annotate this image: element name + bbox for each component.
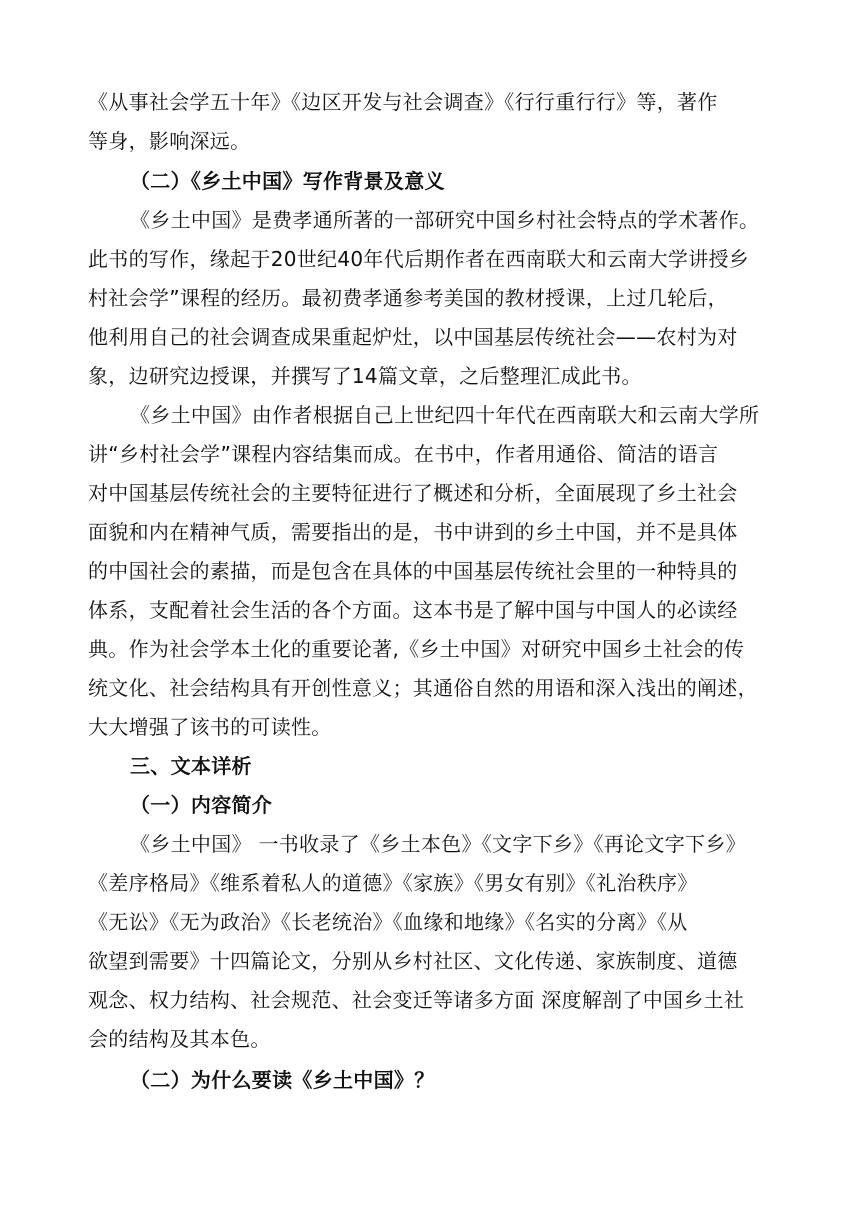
text-line: 会的结构及其本色。 bbox=[88, 1027, 271, 1051]
text-line: 《乡土中国》由作者根据自己上世纪四十年代在西南联大和云南大学所 bbox=[130, 403, 760, 427]
subsection-heading: （二）为什么要读《乡土中国》？ bbox=[130, 1068, 435, 1092]
text-line: 讲“乡村社会学”课程内容结集而成。在书中，作者用通俗、简洁的语言 bbox=[88, 442, 719, 466]
text-line: 村社会学”课程的经历。最初费孝通参考美国的教材授课，上过几轮后， bbox=[88, 286, 728, 310]
text-line: 《差序格局》《维系着私人的道德》《家族》《男女有别》《礼治秩序》 bbox=[88, 871, 698, 895]
text-line: 典。作为社会学本土化的重要论著,《乡土中国》对研究中国乡土社会的传 bbox=[88, 637, 745, 661]
text-line: 《无讼》《无为政治》《长老统治》《血缘和地缘》《名实的分离》《从 bbox=[88, 910, 688, 934]
text-line: 体系，支配着社会生活的各个方面。这本书是了解中国与中国人的必读经 bbox=[88, 598, 738, 622]
text-line: 等身，影响深远。 bbox=[88, 129, 251, 153]
text-line: 此书的写作，缘起于20世纪40年代后期作者在西南联大和云南大学讲授乡 bbox=[88, 247, 750, 271]
text-line: 对中国基层传统社会的主要特征进行了概述和分析，全面展现了乡土社会 bbox=[88, 481, 738, 505]
text-line: 大大增强了该书的可读性。 bbox=[88, 715, 332, 739]
text-line: 欲望到需要》十四篇论文，分别从乡村社区、文化传递、家族制度、道德 bbox=[88, 949, 738, 973]
text-line: 的中国社会的素描，而是包含在具体的中国基层传统社会里的一种特具的 bbox=[88, 559, 738, 583]
text-line: 统文化、社会结构具有开创性意义；其通俗自然的用语和深入浅出的阐述， bbox=[88, 676, 758, 700]
text-line: 《乡土中国》 一书收录了《乡土本色》《文字下乡》《再论文字下乡》 bbox=[130, 832, 746, 856]
section-heading: 三、文本详析 bbox=[130, 754, 252, 778]
text-line: 他利用自己的社会调查成果重起炉灶，以中国基层传统社会——农村为对 bbox=[88, 325, 738, 349]
text-line: 《乡土中国》是费孝通所著的一部研究中国乡村社会特点的学术著作。 bbox=[130, 208, 760, 232]
text-line: 面貌和内在精神气质，需要指出的是，书中讲到的乡土中国，并不是具体 bbox=[88, 520, 738, 544]
section-heading: （二）《乡土中国》写作背景及意义 bbox=[130, 169, 445, 193]
text-line: 观念、权力结构、社会规范、社会变迁等诸多方面 深度解剖了中国乡土社 bbox=[88, 988, 745, 1012]
text-line: 象，边研究边授课，并撰写了14篇文章，之后整理汇成此书。 bbox=[88, 364, 642, 388]
text-line: 《从事社会学五十年》《边区开发与社会调查》《行行重行行》等，著作 bbox=[88, 90, 718, 114]
subsection-heading: （一）内容简介 bbox=[130, 793, 273, 817]
